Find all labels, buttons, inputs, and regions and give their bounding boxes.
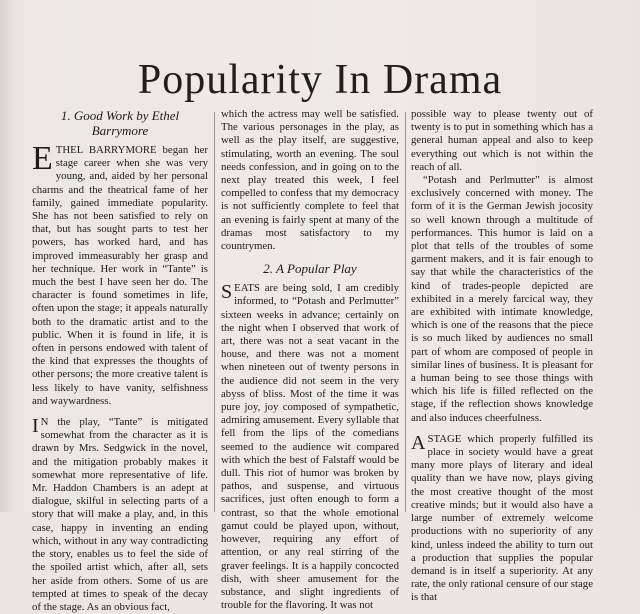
section-1-paragraph-2: I N the play, “Tante” is mitigated somewhat from the character as it is drawn by Mrs. Sedgwick in the novel, and the mitigation probably makes it somewhat more representative of life. Mr. Haddon Chambers is an adept at dialogue, skilful in selecting parts of a story that will make a play, and, in this case, happy in inventing an ending which, without in any way contradicting the story, enables us to feel the side of the spoiled artist which, after all, sets her aside from others. Some of us are tempted at times to speak of the decay of the stage. As an obvious fact, (32, 415, 208, 613)
section-2-paragraph-1: SEATS are being sold, I am credibly informed, to “Potash and Perlmutter” sixteen weeks in advance; certainly on the night when I observed that work of art, there was not a seat vacant in the house, and there was not a moment when nineteen out of twenty persons in the audience did not seem in the very abyss of bliss. Most of the time it was pure joy, joy composed of sympathetic, admiring amusement. Every syllable that fell from the lips of the comedians seemed to the audience wit compared with which the best of Falstaff would be dull. This riot of humor was broken by pathos, and suspense, and virtuous sacrifices, just often enough to form a contrast, so that the whole emotional gamut could be played upon, without, however, requiring any effort of attention, or any real stirring of the graver feelings. It is a happily concocted dish, with sheer amusement for the substance, and slight ingredients of trouble for the flavoring. It was not (221, 281, 399, 612)
column-2 (221, 108, 399, 612)
article-title: Popularity In Drama (137, 57, 503, 103)
column-divider (405, 112, 406, 512)
drop-cap: A (411, 431, 426, 454)
column-3 (411, 108, 593, 604)
section-2-heading: 2. A Popular Play (263, 261, 357, 277)
drop-cap: E (32, 140, 53, 177)
section-2-paragraph-3: A STAGE which properly fulfilled its place in society would have a great many more plays of literary and ideal quality than we have now, plays giving the most creative thought of the most creative minds; but it would also have a large number of extremely welcome productions with no superiority of any kind, unless indeed the ability to turn out a production that supplies the popular demand is in itself a superiority. At any rate, the only rational censure of our stage is that (411, 431, 593, 604)
drop-cap: S (221, 281, 233, 304)
section-1-heading: 1. Good Work by Ethel Barrymore (60, 108, 180, 138)
section-2-continuation: possible way to please twenty out of twenty is to put in something which has a general human appeal and also to keep everything out which is not within the reach of all. (411, 108, 593, 173)
section-1-continuation: which the actress may well be satisfied. The various personages in the play, as well as the play itself, are suggestive, stimulating, worth an evening. The soul needs confession, and in going on to the next play treated this week, I feel compelled to confess that my democracy is not sufficiently complete to feel that an evening is fairly spent at many of the dramas most satisfactory to my countrymen. (221, 108, 399, 253)
drop-cap: I (32, 415, 39, 438)
column-1 (32, 108, 208, 613)
column-divider (214, 112, 215, 512)
section-2-paragraph-2: “Potash and Perlmutter” is almost exclusively concerned with money. The form of it is the German Jewish jocosity so well known through a multitude of performances. This humor is laid on a plot that tells of the troubles of some garment makers, and it is fair enough to say that while the characteristics of the kind of trades-people depicted are exhibited in a merely farcical way, they are exhibited with intimate knowledge, which is one of the reasons that the piece is so much liked by audiences no small part of whom are composed of people in similar lines of business. It is pleasant for a human being to see those things with which his life is filled reflected on the stage, if the reflection shows knowledge and also induces cheerfulness. (411, 174, 593, 424)
section-1-paragraph-1: ETHEL BARRYMORE began her stage career when she was very young, and, aided by her personal charms and the theatrical fame of her family, gained immediate popularity. She has not been satisfied to rely on that, but has sought parts to test her powers, has worked hard, and has improved immeasurably her grasp and her technique. Her work in “Tante” is much the best I have seen her do. The character is found sometimes in life, often upon the stage; it appeals naturally both to the dramatic artist and to the public. When it is found in life, it is often in persons endowed with talent of the kind that expresses the thoughts of other persons; the more creative talent is less likely to have vanity, selfishness and waywardness. (32, 140, 208, 407)
